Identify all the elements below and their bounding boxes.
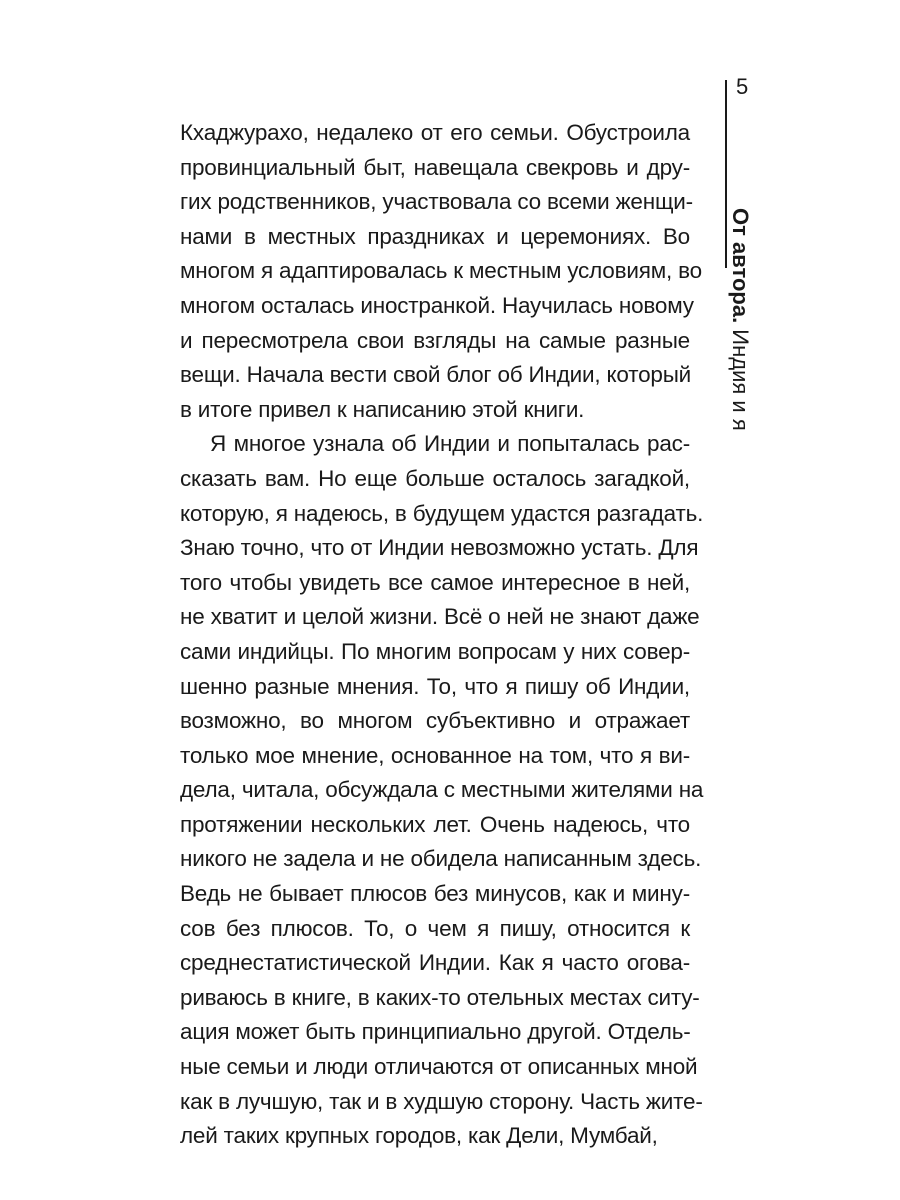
text-line: провинциальный быт, навещала свекровь и дру- [180,154,690,180]
page-number: 5 [736,74,749,99]
text-line: только мое мнение, основанное на том, что я ви- [180,742,690,768]
text-line: среднестатистической Индии. Как я часто огова- [180,950,690,976]
running-head-text [727,208,753,431]
text-line: сказать вам. Но еще больше осталось загадкой, [180,465,690,491]
text-line: риваюсь в книге, в каких-то отельных местах ситу- [180,984,700,1010]
text-line: Ведь не бывает плюсов без минусов, как и мину- [180,881,690,907]
text-line: сов без плюсов. То, о чем я пишу, относится к [180,915,690,941]
text-line: того чтобы увидеть все самое интересное в ней, [180,569,690,595]
text-line: не хватит и целой жизни. Всё о ней не знают даже [180,604,700,630]
text-line: сами индийцы. По многим вопросам у них совер- [180,638,690,664]
text-line: шенно разные мнения. То, что я пишу об Индии, [180,673,690,699]
body-text [180,116,704,1154]
text-line: никого не задела и не обидела написанным здесь. [180,846,702,872]
paragraph-1 [180,116,702,427]
text-line: лей таких крупных городов, как Дели, Мумбай, [180,1123,658,1149]
text-line: Кхаджурахо, недалеко от его семьи. Обустроила [180,120,690,145]
running-head [727,208,753,458]
text-line: Знаю точно, что от Индии невозможно устать. Для [180,535,699,561]
running-head-title: Индия и я [728,323,753,431]
text-line: ация может быть принципиально другой. Отдель- [180,1019,691,1045]
text-line: в итоге привел к написанию этой книги. [180,396,585,422]
text-line: которую, я надеюсь, в будущем удастся разгадать. [180,500,704,526]
text-line: вещи. Начала вести свой блог об Индии, который [180,362,692,388]
text-line: дела, читала, обсуждала с местными жителями на [180,777,704,803]
text-line: и пересмотрела свои взгляды на самые разные [180,327,690,353]
text-line: как в лучшую, так и в худшую сторону. Часть жите- [180,1088,703,1114]
paragraph-2 [180,427,704,1153]
text-line: возможно, во многом субъективно и отражает [180,708,690,734]
running-head-chapter: От автора. [728,208,753,324]
text-line: гих родственников, участвовала со всеми женщи- [180,189,693,215]
text-line: многом я адаптировалась к местным условиям, во [180,258,702,284]
text-line: нами в местных праздниках и церемониях. Во [180,223,690,249]
text-line: Я многое узнала об Индии и попыталась рас- [210,431,690,457]
text-line: ные семьи и люди отличаются от описанных мной [180,1054,698,1080]
text-line: многом осталась иностранкой. Научилась новому [180,292,694,318]
text-line: протяжении нескольких лет. Очень надеюсь, что [180,811,690,837]
